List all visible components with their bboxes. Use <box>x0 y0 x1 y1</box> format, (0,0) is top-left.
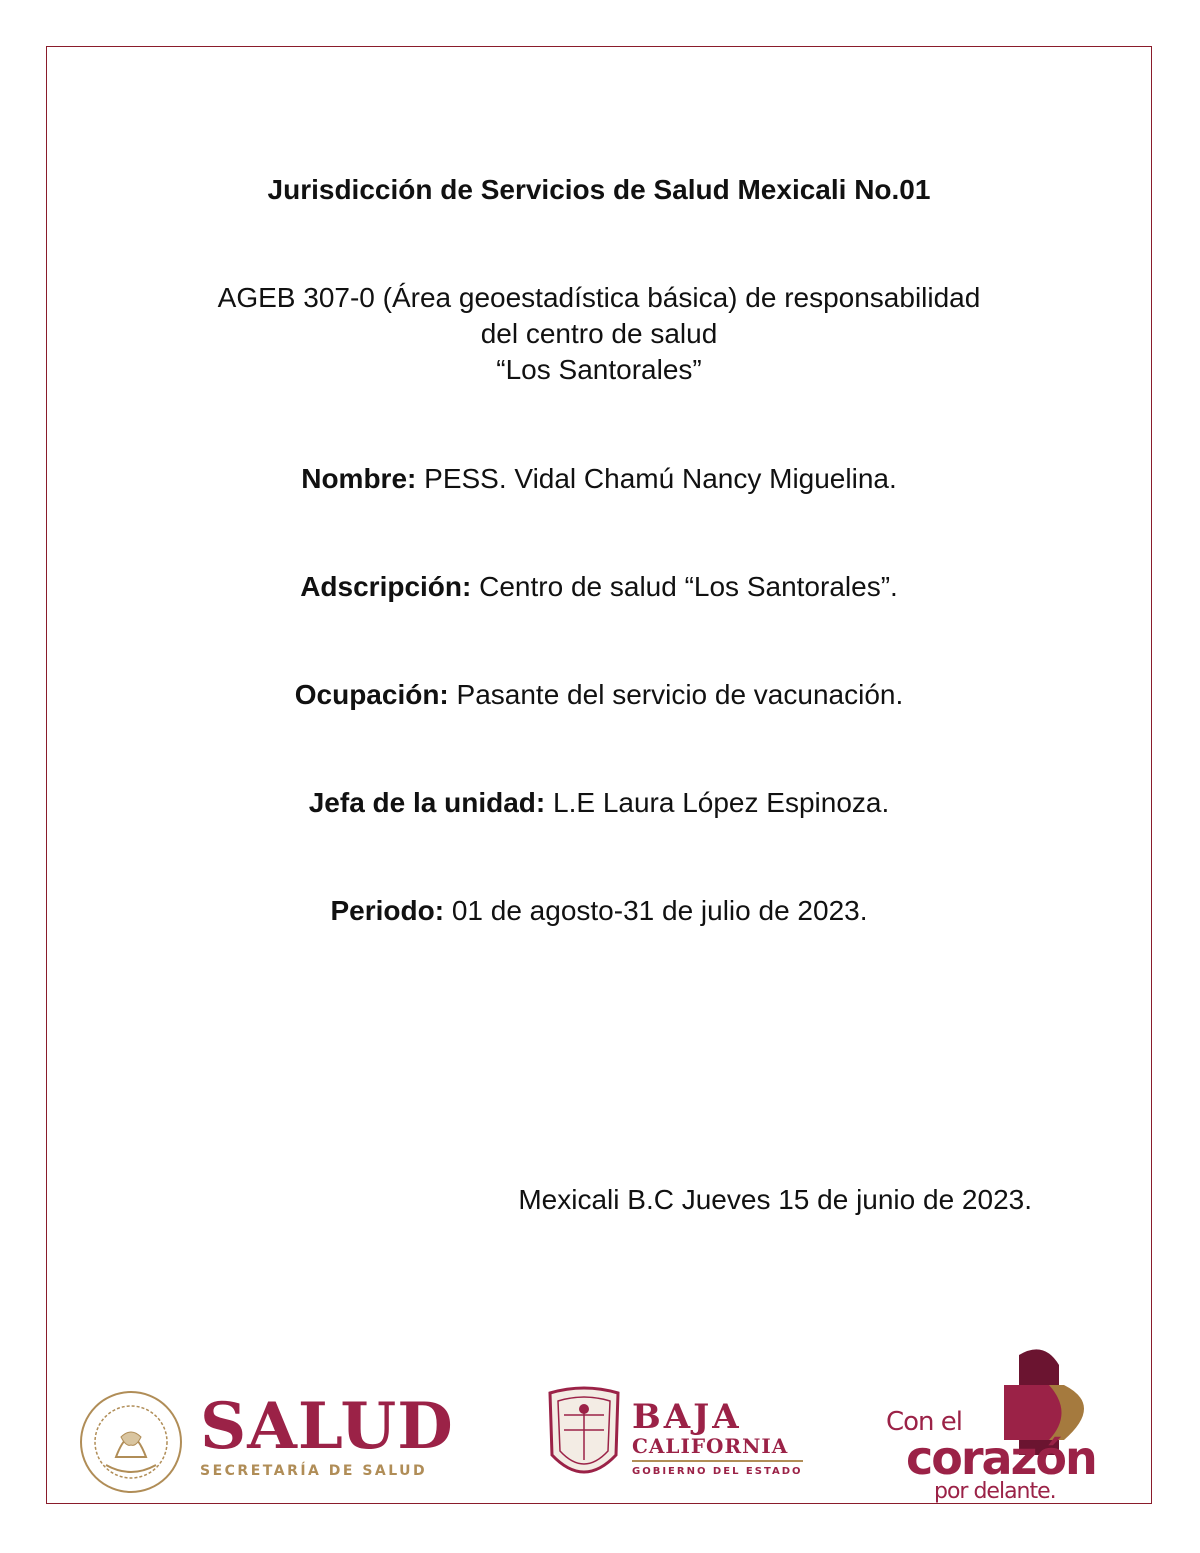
footer-logos <box>46 1345 1152 1504</box>
mexico-seal-icon <box>76 1387 186 1497</box>
salud-logo-subtitle: SECRETARÍA DE SALUD <box>200 1463 428 1479</box>
field-label: Adscripción: <box>300 571 472 602</box>
field-label: Ocupación: <box>294 679 449 710</box>
salud-logo <box>200 1389 454 1479</box>
field-value: Pasante del servicio de vacunación. <box>448 679 904 710</box>
corazon-logo-line1: Con el <box>886 1407 963 1437</box>
field-ocupacion <box>46 677 1152 713</box>
baja-california-shield-icon <box>544 1385 624 1489</box>
field-label: Jefa de la unidad: <box>308 787 546 818</box>
corazon-logo <box>886 1409 1096 1503</box>
ageb-line-3: “Los Santorales” <box>496 354 702 385</box>
bc-logo-line2: CALIFORNIA <box>632 1434 803 1462</box>
field-label: Periodo: <box>330 895 445 926</box>
ageb-line-2: del centro de salud <box>480 318 718 349</box>
bc-logo-line3: GOBIERNO DEL ESTADO <box>632 1466 803 1477</box>
page-border <box>46 46 1152 1504</box>
field-value: 01 de agosto-31 de julio de 2023. <box>444 895 868 926</box>
bc-logo-line1: BAJA <box>632 1397 742 1437</box>
baja-california-logo <box>632 1397 803 1477</box>
field-value: L.E Laura López Espinoza. <box>545 787 890 818</box>
ageb-block <box>46 280 1152 388</box>
field-periodo <box>46 893 1152 929</box>
field-nombre <box>46 461 1152 497</box>
field-adscripcion <box>46 569 1152 605</box>
salud-logo-word: SALUD <box>200 1389 454 1464</box>
field-label: Nombre: <box>301 463 417 494</box>
place-date: Mexicali B.C Jueves 15 de junio de 2023. <box>518 1184 1032 1215</box>
corazon-logo-line3: por delante. <box>934 1479 1056 1504</box>
field-jefa-unidad <box>46 785 1152 821</box>
document-title: Jurisdicción de Servicios de Salud Mexicali No.01 <box>267 174 931 205</box>
corazon-logo-line2: corazón <box>906 1431 1096 1485</box>
field-value: PESS. Vidal Chamú Nancy Miguelina. <box>416 463 897 494</box>
field-value: Centro de salud “Los Santorales”. <box>471 571 898 602</box>
ageb-line-1: AGEB 307-0 (Área geoestadística básica) de responsabilidad <box>217 282 981 313</box>
